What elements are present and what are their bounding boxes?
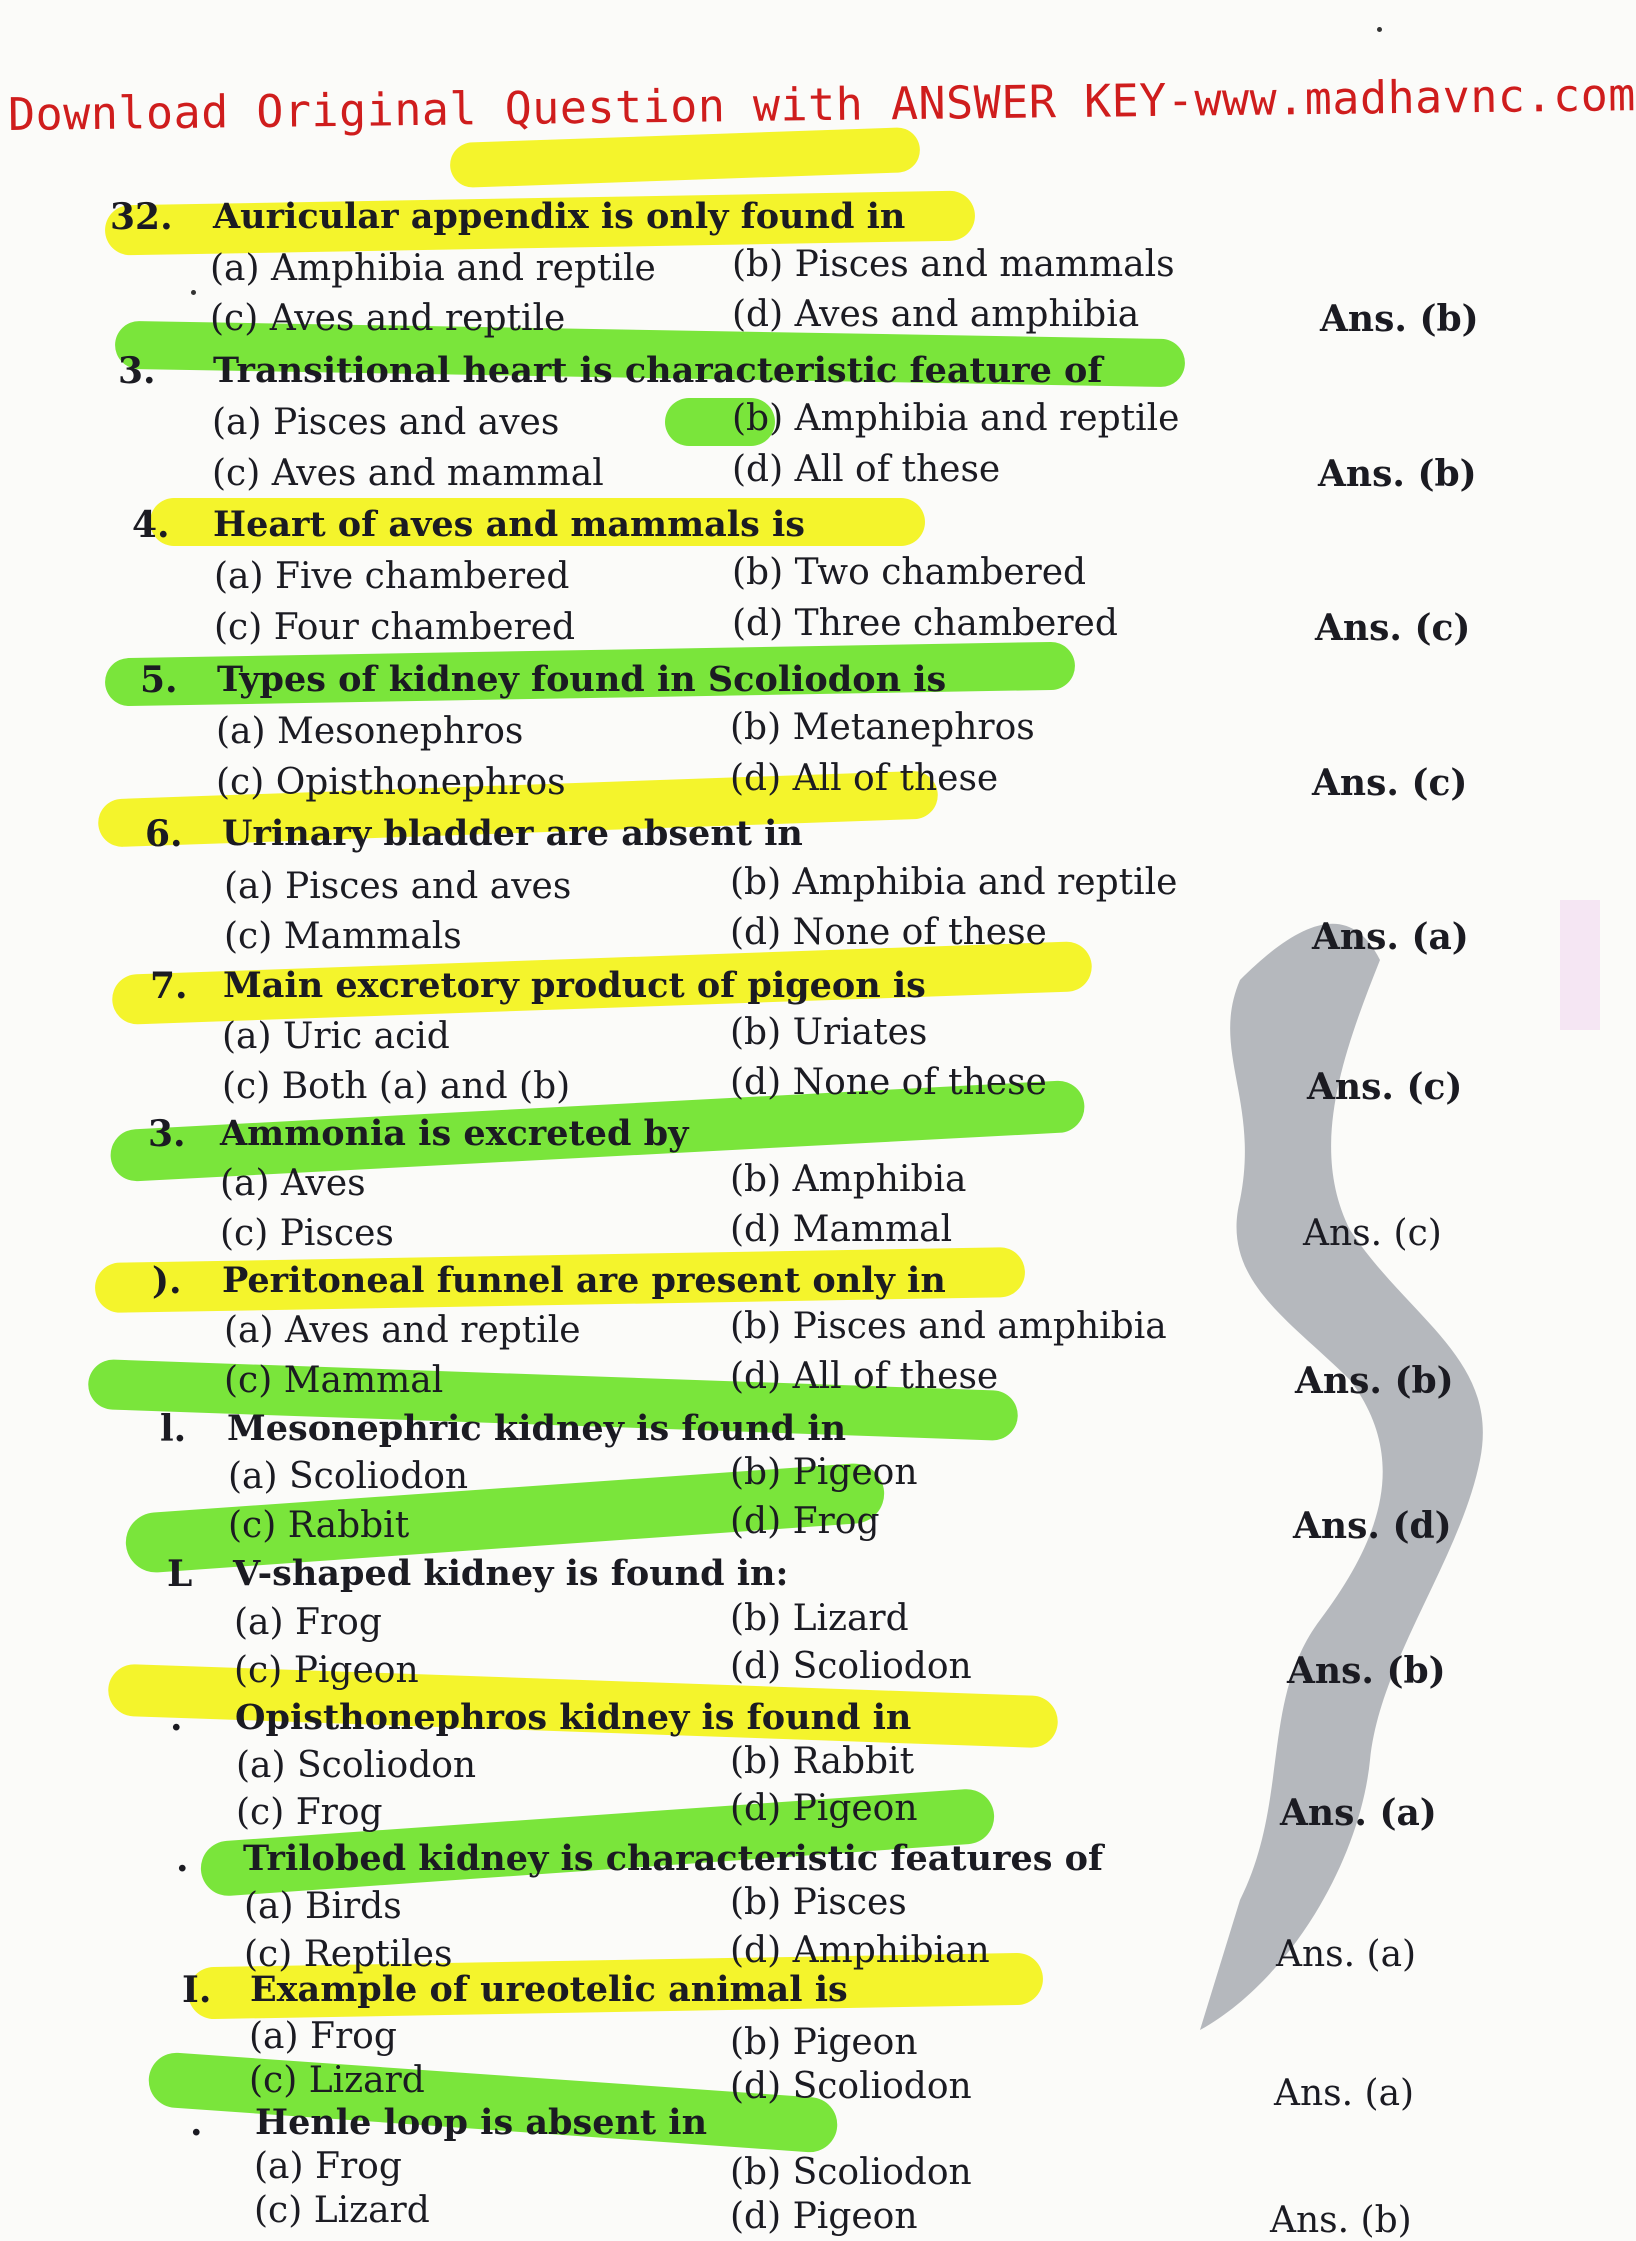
answer-option: (d) All of these: [732, 449, 1001, 490]
answer-option: (d) Frog: [730, 1501, 880, 1542]
question-number: 32.: [110, 196, 173, 238]
question-text: Example of ureotelic animal is: [250, 1969, 848, 2010]
answer-key: Ans. (b): [1270, 2200, 1412, 2241]
answer-option: (a) Scoliodon: [236, 1745, 477, 1786]
answer-option: (a) Scoliodon: [228, 1456, 469, 1497]
answer-option: (a) Uric acid: [222, 1016, 450, 1057]
answer-option: (b) Two chambered: [732, 552, 1087, 593]
answer-option: (b) Rabbit: [730, 1741, 915, 1782]
answer-option: (a) Pisces and aves: [224, 866, 572, 907]
answer-option: (d) None of these: [730, 1062, 1047, 1103]
question-text: Trilobed kidney is characteristic features of: [243, 1838, 1104, 1879]
answer-option: (d) Three chambered: [732, 603, 1118, 644]
question-number: 3.: [118, 350, 156, 392]
answer-option: (d) Aves and amphibia: [732, 294, 1140, 335]
question-number: 4.: [132, 504, 170, 546]
answer-option: (b) Lizard: [730, 1598, 909, 1639]
answer-key: Ans. (b): [1318, 453, 1477, 495]
answer-option: (c) Lizard: [249, 2060, 425, 2101]
answer-key: Ans. (b): [1320, 298, 1479, 340]
question-text: Peritoneal funnel are present only in: [222, 1260, 946, 1301]
answer-option: (b) Amphibia and reptile: [732, 398, 1180, 439]
highlight-header: [449, 127, 920, 188]
answer-option: (a) Mesonephros: [216, 711, 524, 752]
answer-key: Ans. (b): [1287, 1650, 1446, 1692]
answer-key: Ans. (c): [1303, 1213, 1442, 1254]
answer-option: (a) Frog: [254, 2146, 402, 2187]
answer-key: Ans. (c): [1315, 607, 1471, 649]
question-number: L: [167, 1553, 193, 1595]
answer-option: (c) Aves and reptile: [210, 298, 566, 339]
answer-option: (a) Aves and reptile: [224, 1310, 581, 1351]
question-number: 3.: [148, 1113, 186, 1155]
question-text: Types of kidney found in Scoliodon is: [217, 659, 947, 700]
answer-option: (c) Pisces: [220, 1213, 394, 1254]
answer-option: (d) Pigeon: [730, 1788, 918, 1829]
answer-option: (a) Five chambered: [214, 556, 570, 597]
answer-option: (b) Uriates: [730, 1012, 928, 1053]
question-text: Auricular appendix is only found in: [213, 196, 906, 237]
question-text: Urinary bladder are absent in: [222, 813, 803, 854]
answer-option: (b) Amphibia: [730, 1159, 967, 1200]
question-number: 6.: [145, 813, 183, 855]
answer-option: (b) Pisces: [730, 1882, 907, 1923]
answer-option: (a) Frog: [249, 2016, 397, 2057]
answer-option: (d) Scoliodon: [730, 2066, 972, 2107]
question-text: Main excretory product of pigeon is: [223, 965, 926, 1006]
scan-speck: [191, 290, 196, 295]
question-number: .: [170, 1697, 183, 1739]
answer-option: (b) Scoliodon: [730, 2152, 972, 2193]
question-number: .: [190, 2102, 203, 2144]
answer-option: (d) None of these: [730, 912, 1047, 953]
answer-option: (b) Pisces and mammals: [732, 244, 1175, 285]
question-number: I.: [182, 1969, 212, 2011]
question-text: V-shaped kidney is found in:: [233, 1553, 789, 1594]
scan-mark: [1560, 900, 1600, 1030]
answer-key: Ans. (a): [1276, 1934, 1417, 1975]
answer-option: (d) All of these: [730, 1356, 999, 1397]
scan-speck: [1377, 27, 1382, 32]
question-number: ).: [152, 1260, 182, 1302]
answer-option: (c) Mammals: [224, 916, 462, 957]
answer-key: Ans. (a): [1280, 1792, 1437, 1834]
question-number: l.: [160, 1408, 187, 1450]
answer-option: (c) Pigeon: [234, 1650, 419, 1691]
question-text: Henle loop is absent in: [255, 2102, 708, 2143]
answer-option: (c) Both (a) and (b): [222, 1066, 571, 1107]
answer-key: Ans. (c): [1312, 762, 1468, 804]
question-text: Heart of aves and mammals is: [213, 504, 805, 545]
answer-option: (c) Aves and mammal: [212, 453, 604, 494]
answer-option: (b) Pigeon: [730, 2022, 918, 2063]
question-text: Mesonephric kidney is found in: [227, 1408, 847, 1449]
answer-option: (c) Lizard: [254, 2190, 430, 2231]
answer-option: (a) Frog: [234, 1602, 382, 1643]
answer-option: (a) Pisces and aves: [212, 402, 560, 443]
answer-option: (a) Birds: [244, 1886, 402, 1927]
answer-option: (b) Amphibia and reptile: [730, 862, 1178, 903]
download-header: Download Original Question with ANSWER KEY-www.madhavnc.com: [7, 68, 1636, 141]
answer-option: (c) Mammal: [224, 1360, 444, 1401]
answer-option: (c) Rabbit: [228, 1505, 410, 1546]
answer-option: (b) Pigeon: [730, 1452, 918, 1493]
answer-option: (d) Scoliodon: [730, 1646, 972, 1687]
answer-option: (d) All of these: [730, 758, 999, 799]
answer-option: (a) Aves: [220, 1163, 366, 1204]
question-number: 5.: [140, 659, 178, 701]
question-number: 7.: [150, 965, 188, 1007]
answer-key: Ans. (d): [1293, 1505, 1452, 1547]
answer-option: (a) Amphibia and reptile: [210, 248, 656, 289]
answer-key: Ans. (a): [1274, 2073, 1415, 2114]
question-text: Ammonia is excreted by: [220, 1113, 689, 1154]
answer-option: (d) Mammal: [730, 1209, 953, 1250]
answer-option: (c) Frog: [236, 1792, 383, 1833]
answer-option: (b) Metanephros: [730, 707, 1035, 748]
answer-option: (c) Reptiles: [244, 1934, 453, 1975]
answer-option: (c) Four chambered: [214, 607, 576, 648]
question-number: .: [176, 1838, 189, 1880]
answer-option: (c) Opisthonephros: [216, 762, 566, 803]
answer-option: (d) Pigeon: [730, 2196, 918, 2237]
answer-option: (b) Pisces and amphibia: [730, 1306, 1167, 1347]
question-text: Transitional heart is characteristic feature of: [213, 350, 1103, 391]
answer-option: (d) Amphibian: [730, 1930, 990, 1971]
answer-key: Ans. (c): [1307, 1066, 1463, 1108]
answer-key: Ans. (a): [1312, 916, 1469, 958]
question-text: Opisthonephros kidney is found in: [235, 1697, 912, 1738]
answer-key: Ans. (b): [1295, 1360, 1454, 1402]
